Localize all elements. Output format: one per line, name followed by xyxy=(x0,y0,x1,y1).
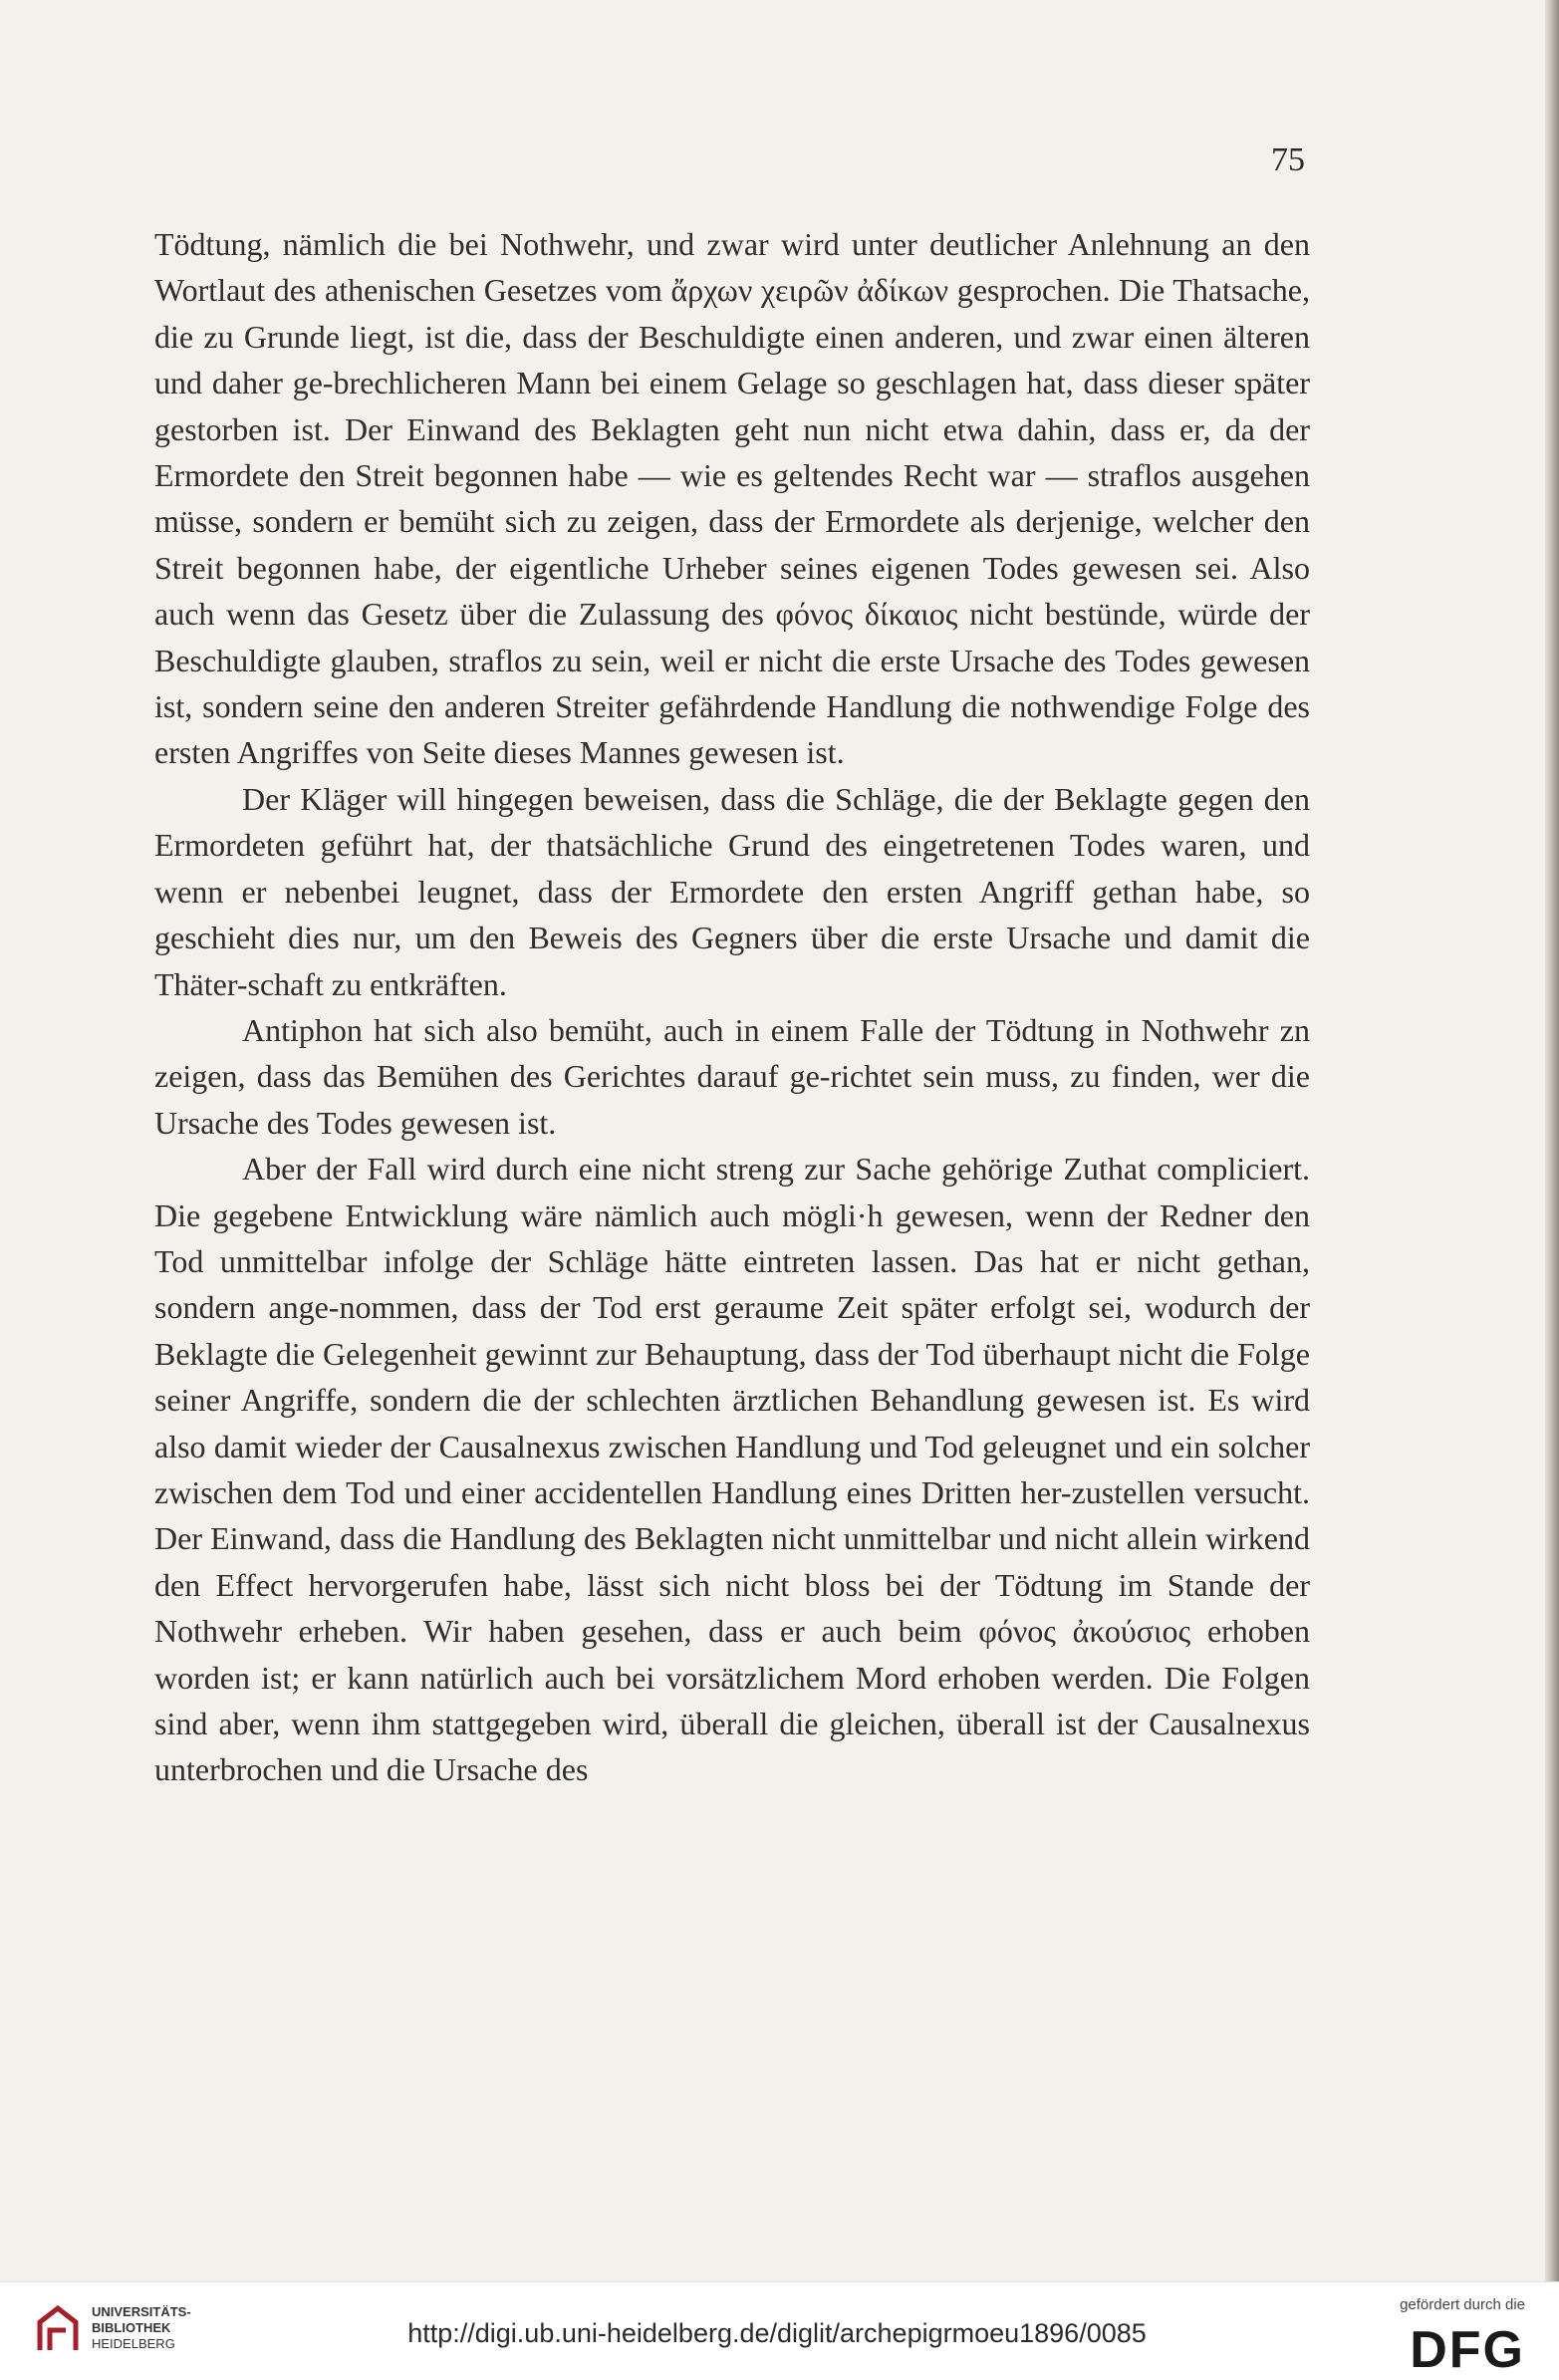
library-name-line2: BIBLIOTHEK xyxy=(92,2320,171,2335)
permalink[interactable]: http://digi.ub.uni-heidelberg.de/diglit/archepigrmoeu1896/0085 xyxy=(407,2318,1147,2348)
paragraph: Tödtung, nämlich die bei Nothwehr, und zwar wird unter deutlicher Anlehnung an den Wortlaut des athenischen Gesetzes vom ἄρχων χειρῶν ἀδίκων gesprochen. Die Thatsache, die zu Grunde liegt, ist die, dass der Beschuldigte einen anderen, und zwar einen älteren und daher ge-brechlicheren Mann bei einem Gelage so geschlagen hat, dass dieser später gestorben ist. Der Einwand des Beklagten geht nun nicht etwa dahin, dass er, da der Ermordete den Streit begonnen habe — wie es geltendes Recht war — straflos ausgehen müsse, sondern er bemüht sich zu zeigen, dass der Ermordete als derjenige, welcher den Streit begonnen habe, der eigentliche Urheber seines eigenen Todes gewesen sei. Also auch wenn das Gesetz über die Zulassung des φόνος δίκαιος nicht bestünde, würde der Beschuldigte glauben, straflos zu sein, weil er nicht die erste Ursache des Todes gewesen ist, sondern seine den anderen Streiter gefährdende Handlung die nothwendige Folge des ersten Angriffes von Seite dieses Mannes gewesen ist. xyxy=(154,226,1310,771)
library-name-line3: HEIDELBERG xyxy=(92,2336,175,2351)
page-edge xyxy=(1545,0,1559,2281)
dfg-logo-icon: DFG xyxy=(1410,2321,1525,2379)
paragraph: Aber der Fall wird durch eine nicht streng zur Sache gehörige Zuthat compliciert. Die gegebene Entwicklung wäre nämlich auch mögli·h gewesen, wenn der Redner den Tod unmittelbar infolge der Schläge hätte eintreten lassen. Das hat er nicht gethan, sondern ange-nommen, dass der Tod erst geraume Zeit später erfolgt sei, wodurch der Beklagte die Gelegenheit gewinnt zur Behauptung, dass der Tod überhaupt nicht die Folge seiner Angriffe, sondern die der schlechten ärztlichen Behandlung gewesen ist. Es wird also damit wieder der Causalnexus zwischen Handlung und Tod geleugnet und ein solcher zwischen dem Tod und einer accidentellen Handlung eines Dritten her-zustellen versucht. Der Einwand, dass die Handlung des Beklagten nicht unmittelbar und nicht allein wirkend den Effect hervorgerufen habe, lässt sich nicht bloss bei der Tödtung im Stande der Nothwehr erheben. Wir haben gesehen, dass er auch beim φόνος ἀκούσιος erhoben worden ist; er kann natürlich auch bei vorsätzlichem Mord erhoben werden. Die Folgen sind aber, wenn ihm stattgegeben wird, überall die gleichen, überall ist der Causalnexus unterbrochen und die Ursache des xyxy=(154,1151,1310,1788)
paragraph: Der Kläger will hingegen beweisen, dass die Schläge, die der Beklagte gegen den Ermordeten geführt hat, der thatsächliche Grund des eingetretenen Todes waren, und wenn er nebenbei leugnet, dass der Ermordete den ersten Angriff gethan habe, so geschieht dies nur, um den Beweis des Gegners über die erste Ursache und damit die Thäter-schaft zu entkräften. xyxy=(154,780,1310,1002)
library-name-line1: UNIVERSITÄTS- xyxy=(92,2304,191,2319)
university-library-logo-icon xyxy=(34,2302,82,2354)
viewer-footer xyxy=(0,2281,1559,2380)
library-name xyxy=(92,2304,191,2352)
funded-by-label: gefördert durch die xyxy=(1400,2296,1525,2313)
body-text xyxy=(154,221,1310,1793)
page-number: 75 xyxy=(1271,141,1305,178)
paragraph: Antiphon hat sich also bemüht, auch in einem Falle der Tödtung in Nothwehr zn zeigen, dass das Bemühen des Gerichtes darauf ge-richtet sein muss, zu finden, wer die Ursache des Todes gewesen ist. xyxy=(154,1011,1310,1141)
